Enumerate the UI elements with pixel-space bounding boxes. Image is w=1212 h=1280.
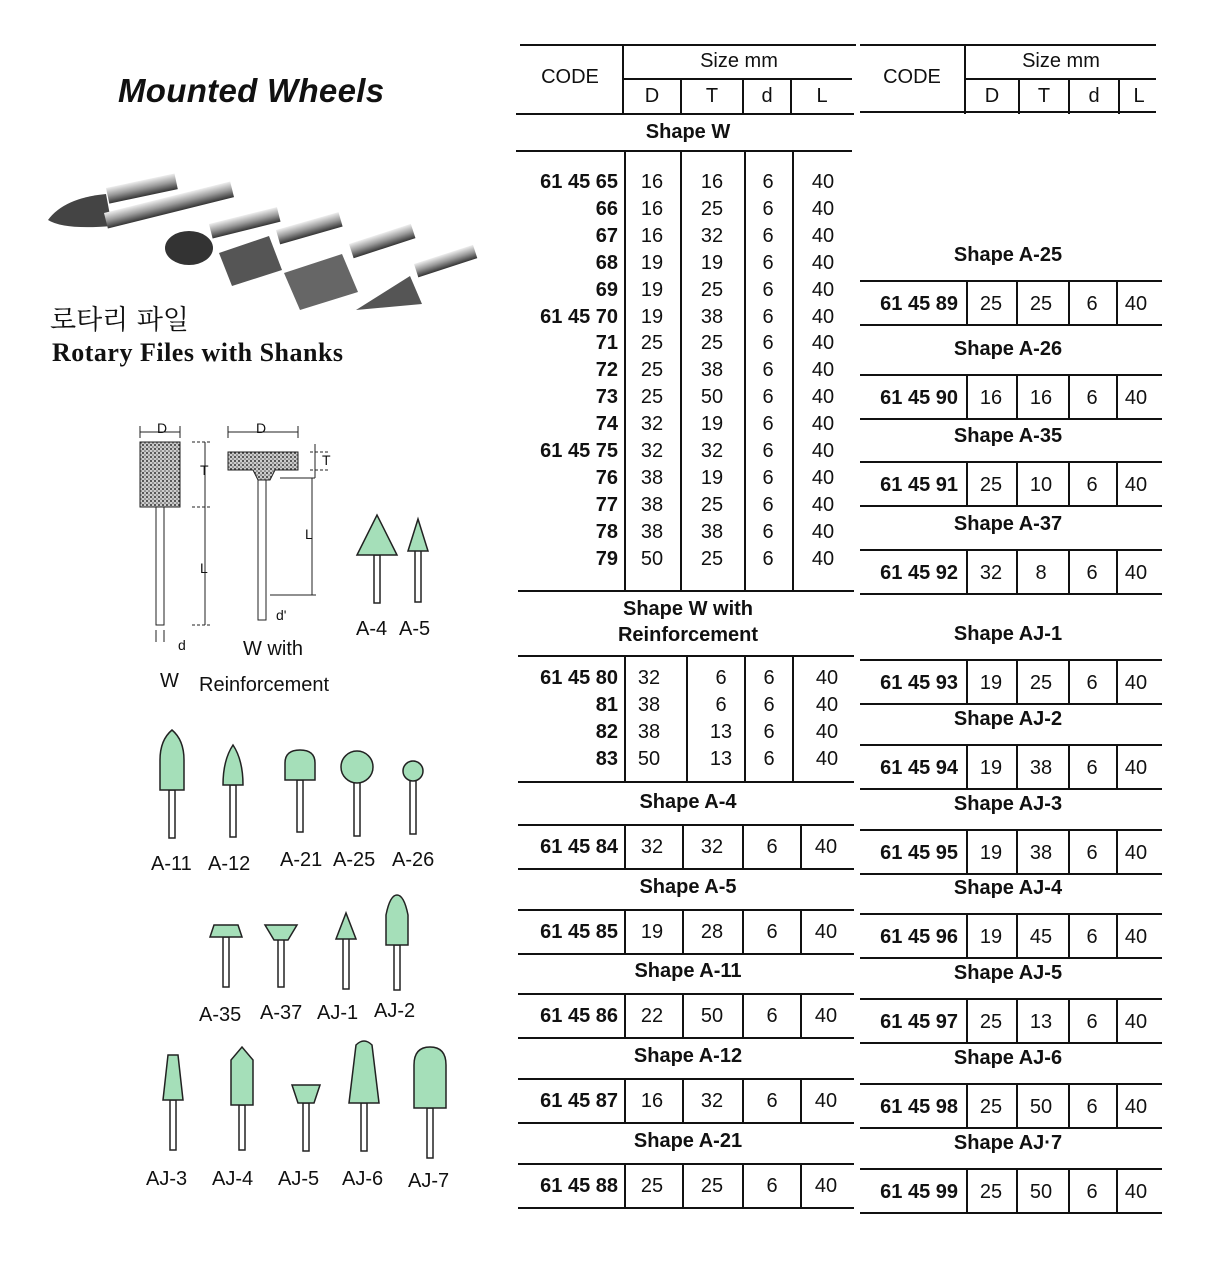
value-cell: 25 — [979, 1011, 1003, 1033]
value-cell: 40 — [814, 920, 838, 943]
value-cell: 6 — [763, 667, 775, 689]
code-cell: 61 45 97 — [880, 1011, 958, 1033]
shape-a4-icon — [357, 515, 397, 603]
value-cell: 25 — [979, 293, 1003, 315]
row-bottom-rule — [860, 1212, 1162, 1214]
row-top-rule — [518, 824, 854, 826]
code-cell: 71 — [595, 332, 618, 355]
value-cell: 50 — [637, 748, 661, 770]
right-col-small-d: d — [1088, 85, 1100, 107]
shape-title: Shape A-35 — [953, 425, 1063, 447]
left-shape-wr-title-1: Shape W with — [623, 598, 753, 620]
value-cell: 40 — [811, 359, 835, 382]
value-cell: 16 — [979, 387, 1003, 409]
shape-a5-icon — [408, 519, 428, 602]
value-cell: 6 — [1086, 387, 1098, 409]
left-col-small-d: d — [761, 85, 773, 107]
value-cell: 40 — [811, 520, 835, 543]
subtitle: Rotary Files with Shanks — [52, 338, 344, 367]
code-cell: 61 45 87 — [540, 1090, 618, 1113]
shape-a12-icon — [223, 745, 243, 837]
value-cell: 25 — [979, 474, 1003, 496]
value-cell: 38 — [637, 694, 661, 716]
value-cell: 38 — [1029, 842, 1053, 864]
shape-aj4-icon — [231, 1047, 253, 1150]
value-cell: 38 — [700, 520, 724, 543]
shape-label-aj6: AJ-6 — [342, 1168, 384, 1190]
value-cell: 32 — [700, 836, 724, 858]
row-bottom-rule — [860, 505, 1162, 507]
value-cell: 6 — [1086, 926, 1098, 948]
value-cell: 40 — [811, 197, 835, 220]
shape-a21-icon — [285, 750, 315, 832]
value-cell: 40 — [1124, 672, 1148, 694]
row-bottom-rule — [860, 1042, 1162, 1044]
rotary-file-6 — [356, 245, 477, 310]
row-bottom-rule — [860, 788, 1162, 790]
value-cell: 6 — [1086, 1096, 1098, 1118]
page-title: Mounted Wheels — [118, 72, 385, 109]
value-cell: 6 — [766, 1090, 778, 1113]
code-cell: 61 45 96 — [880, 926, 958, 948]
row-bottom-rule — [860, 1127, 1162, 1129]
code-cell: 61 45 95 — [880, 842, 958, 864]
shape-title: Shape A-5 — [639, 875, 737, 898]
shape-title: Shape A-12 — [633, 1045, 743, 1068]
code-cell: 61 45 86 — [540, 1005, 618, 1028]
value-cell: 40 — [811, 171, 835, 193]
shape-aj5-icon — [292, 1085, 320, 1151]
value-cell: 28 — [700, 920, 724, 943]
code-cell: 82 — [595, 721, 618, 743]
code-cell: 74 — [595, 413, 618, 436]
code-cell: 61 45 89 — [880, 293, 958, 315]
right-col-d: D — [984, 85, 1000, 107]
code-cell: 79 — [595, 547, 618, 570]
value-cell: 40 — [814, 1090, 838, 1113]
value-cell: 6 — [762, 332, 774, 355]
value-cell: 6 — [715, 694, 727, 716]
shape-label-aj4: AJ-4 — [212, 1168, 254, 1190]
left-col-t: T — [705, 85, 719, 107]
value-cell: 40 — [1124, 1011, 1148, 1033]
value-cell: 6 — [766, 1174, 778, 1197]
shape-label-aj1: AJ-1 — [317, 1002, 359, 1024]
shape-label-aj7: AJ-7 — [408, 1170, 450, 1192]
value-cell: 16 — [640, 1090, 664, 1113]
shape-title: Shape A-4 — [639, 791, 737, 813]
right-col-l: L — [1133, 85, 1145, 107]
code-cell: 61 45 65 — [540, 171, 618, 193]
value-cell: 19 — [640, 278, 664, 301]
wr-t-label: T — [322, 452, 331, 468]
shape-a35-icon — [210, 925, 242, 987]
value-cell: 40 — [811, 386, 835, 409]
value-cell: 22 — [640, 1005, 664, 1028]
value-cell: 40 — [814, 1174, 838, 1197]
code-cell: 61 45 90 — [880, 387, 958, 409]
value-cell: 6 — [762, 413, 774, 436]
value-cell: 40 — [815, 694, 839, 716]
value-cell: 40 — [811, 305, 835, 328]
value-cell: 38 — [700, 305, 724, 328]
code-cell: 61 45 84 — [540, 836, 618, 858]
right-col-t: T — [1037, 85, 1051, 107]
right-code-header: CODE — [883, 66, 941, 88]
value-cell: 50 — [700, 1005, 724, 1028]
value-cell: 25 — [979, 1181, 1003, 1203]
value-cell: 40 — [811, 332, 835, 355]
value-cell: 19 — [640, 305, 664, 328]
value-cell: 16 — [640, 224, 664, 247]
code-cell: 61 45 99 — [880, 1181, 958, 1203]
value-cell: 19 — [640, 251, 664, 274]
shape-label-a37: A-37 — [260, 1002, 303, 1024]
w-small-d-label: d — [178, 637, 186, 653]
value-cell: 32 — [700, 1090, 724, 1113]
row-bottom-rule — [860, 957, 1162, 959]
code-cell: 61 45 92 — [880, 562, 958, 584]
value-cell: 25 — [700, 1174, 724, 1197]
value-cell: 6 — [762, 224, 774, 247]
korean-title: 로타리 파일 — [50, 305, 189, 336]
shape-label-a4: A-4 — [356, 618, 388, 640]
value-cell: 6 — [1086, 562, 1098, 584]
value-cell: 19 — [979, 672, 1003, 694]
shape-title: Shape AJ-4 — [953, 877, 1063, 899]
row-bottom-rule — [860, 418, 1162, 420]
value-cell: 6 — [766, 920, 778, 943]
shape-title: Shape A-21 — [633, 1129, 743, 1152]
value-cell: 40 — [814, 1005, 838, 1028]
value-cell: 32 — [979, 562, 1003, 584]
value-cell: 6 — [1086, 293, 1098, 315]
value-cell: 38 — [637, 721, 661, 743]
shape-aj7-icon — [414, 1047, 446, 1158]
value-cell: 32 — [640, 440, 664, 462]
value-cell: 19 — [700, 251, 724, 274]
value-cell: 6 — [762, 171, 774, 193]
value-cell: 45 — [1029, 926, 1053, 948]
wr-caption-line1: W with — [243, 638, 303, 660]
value-cell: 6 — [763, 748, 775, 770]
value-cell: 6 — [762, 466, 774, 489]
value-cell: 6 — [762, 359, 774, 382]
value-cell: 25 — [700, 197, 724, 220]
code-cell: 61 45 80 — [540, 667, 618, 689]
w-d-label: D — [157, 420, 168, 436]
value-cell: 19 — [979, 926, 1003, 948]
value-cell: 6 — [762, 386, 774, 409]
shape-title: Shape AJ-5 — [953, 962, 1063, 984]
left-col-d: D — [644, 85, 660, 107]
shape-label-a12: A-12 — [208, 853, 251, 875]
value-cell: 25 — [640, 1174, 664, 1197]
value-cell: 19 — [979, 842, 1003, 864]
value-cell: 40 — [811, 224, 835, 247]
value-cell: 40 — [1124, 474, 1148, 496]
value-cell: 13 — [1029, 1011, 1053, 1033]
row-top-rule — [518, 1078, 854, 1080]
code-cell: 61 45 91 — [880, 474, 958, 496]
value-cell: 40 — [1124, 387, 1148, 409]
left-size-header: Size mm — [700, 50, 778, 72]
shape-title: Shape A-25 — [953, 244, 1063, 266]
shape-title: Shape AJ-1 — [953, 623, 1063, 645]
shape-a11-icon — [160, 730, 184, 838]
value-cell: 13 — [709, 721, 733, 743]
shape-aj6-icon — [349, 1041, 379, 1151]
value-cell: 6 — [1086, 757, 1098, 779]
left-shape-wr-title-2: Reinforcement — [617, 624, 759, 646]
value-cell: 25 — [700, 547, 724, 570]
value-cell: 38 — [640, 466, 664, 489]
shape-title: Shape AJ-3 — [953, 793, 1063, 815]
value-cell: 19 — [700, 413, 724, 436]
shape-label-aj5: AJ-5 — [278, 1168, 320, 1190]
row-top-rule — [518, 1163, 854, 1165]
code-cell: 61 45 98 — [880, 1096, 958, 1118]
shape-label-a25: A-25 — [333, 849, 376, 871]
row-top-rule — [518, 993, 854, 995]
shape-label-aj3: AJ-3 — [146, 1168, 188, 1190]
value-cell: 6 — [763, 694, 775, 716]
value-cell: 6 — [762, 520, 774, 543]
value-cell: 6 — [763, 721, 775, 743]
row-top-rule — [518, 909, 854, 911]
value-cell: 38 — [1029, 757, 1053, 779]
row-bottom-rule — [518, 868, 854, 870]
code-cell: 61 45 75 — [540, 440, 618, 462]
value-cell: 38 — [640, 520, 664, 543]
left-shape-w-title: Shape W — [645, 121, 731, 143]
value-cell: 50 — [1029, 1096, 1053, 1118]
shape-label-a26: A-26 — [392, 849, 435, 871]
value-cell: 32 — [640, 836, 664, 858]
code-cell: 81 — [595, 694, 618, 716]
shape-aj3-icon — [163, 1055, 183, 1150]
wr-caption-line2: Reinforcement — [199, 674, 330, 696]
row-bottom-rule — [860, 324, 1162, 326]
value-cell: 6 — [1086, 1181, 1098, 1203]
value-cell: 40 — [811, 547, 835, 570]
value-cell: 13 — [709, 748, 733, 770]
value-cell: 40 — [1124, 757, 1148, 779]
value-cell: 6 — [1086, 474, 1098, 496]
row-bottom-rule — [860, 703, 1162, 705]
value-cell: 40 — [815, 667, 839, 689]
code-cell: 78 — [595, 520, 618, 543]
w-l-label: L — [200, 560, 208, 576]
value-cell: 6 — [1086, 672, 1098, 694]
value-cell: 25 — [1029, 293, 1053, 315]
value-cell: 40 — [811, 278, 835, 301]
value-cell: 40 — [1124, 293, 1148, 315]
shape-label-a21: A-21 — [280, 849, 323, 871]
code-cell: 61 45 93 — [880, 672, 958, 694]
value-cell: 40 — [1124, 1181, 1148, 1203]
value-cell: 25 — [640, 332, 664, 355]
value-cell: 6 — [1086, 842, 1098, 864]
shape-title: Shape A-11 — [634, 960, 742, 983]
shape-label-a5: A-5 — [399, 618, 431, 640]
value-cell: 32 — [700, 224, 724, 247]
value-cell: 40 — [811, 440, 835, 462]
shape-a26-icon — [403, 761, 423, 834]
code-cell: 61 45 88 — [540, 1174, 618, 1197]
shape-label-a35: A-35 — [199, 1004, 242, 1026]
value-cell: 6 — [762, 547, 774, 570]
left-code-header: CODE — [541, 66, 599, 88]
value-cell: 40 — [811, 413, 835, 436]
code-cell: 69 — [595, 278, 618, 301]
value-cell: 32 — [640, 413, 664, 436]
value-cell: 50 — [1029, 1181, 1053, 1203]
value-cell: 16 — [700, 171, 724, 193]
shape-title: Shape A-37 — [953, 513, 1063, 535]
code-cell: 61 45 85 — [540, 920, 618, 943]
value-cell: 6 — [762, 251, 774, 274]
value-cell: 16 — [1029, 387, 1053, 409]
value-cell: 50 — [640, 547, 664, 570]
code-cell: 61 45 70 — [540, 305, 618, 328]
value-cell: 25 — [700, 493, 724, 516]
value-cell: 25 — [979, 1096, 1003, 1118]
value-cell: 40 — [1124, 842, 1148, 864]
value-cell: 10 — [1029, 474, 1053, 496]
shape-a37-icon — [265, 925, 297, 987]
row-bottom-rule — [518, 953, 854, 955]
rotary-files-illustration — [44, 168, 484, 318]
row-bottom-rule — [518, 1037, 854, 1039]
shape-title: Shape AJ·7 — [953, 1132, 1063, 1154]
row-bottom-rule — [860, 593, 1162, 595]
wr-l-label: L — [305, 526, 313, 542]
value-cell: 25 — [700, 332, 724, 355]
value-cell: 6 — [762, 278, 774, 301]
value-cell: 6 — [762, 440, 774, 462]
value-cell: 16 — [640, 197, 664, 220]
value-cell: 25 — [640, 386, 664, 409]
value-cell: 40 — [814, 836, 838, 858]
w-caption: W — [160, 670, 179, 692]
value-cell: 19 — [700, 466, 724, 489]
value-cell: 38 — [640, 493, 664, 516]
row-bottom-rule — [860, 873, 1162, 875]
row-bottom-rule — [518, 1207, 854, 1209]
value-cell: 19 — [640, 920, 664, 943]
wr-d-label: D — [256, 420, 267, 436]
value-cell: 38 — [700, 359, 724, 382]
code-cell: 67 — [595, 224, 618, 247]
shape-aj2-icon — [386, 895, 408, 990]
code-cell: 77 — [595, 493, 618, 516]
shape-title: Shape A-26 — [953, 338, 1063, 360]
value-cell: 6 — [762, 493, 774, 516]
value-cell: 40 — [1124, 926, 1148, 948]
right-size-header: Size mm — [1022, 50, 1100, 72]
shape-title: Shape AJ-2 — [953, 708, 1063, 730]
shape-label-aj2: AJ-2 — [374, 1000, 416, 1022]
value-cell: 6 — [766, 1005, 778, 1028]
code-cell: 76 — [595, 466, 618, 489]
value-cell: 19 — [979, 757, 1003, 779]
value-cell: 25 — [640, 359, 664, 382]
value-cell: 40 — [811, 466, 835, 489]
value-cell: 25 — [1029, 672, 1053, 694]
value-cell: 40 — [815, 748, 839, 770]
value-cell: 6 — [762, 197, 774, 220]
row-bottom-rule — [518, 1122, 854, 1124]
value-cell: 50 — [700, 386, 724, 409]
w-t-label: T — [200, 462, 209, 478]
left-col-l: L — [816, 85, 828, 107]
value-cell: 25 — [700, 278, 724, 301]
value-cell: 6 — [1086, 1011, 1098, 1033]
value-cell: 40 — [1124, 562, 1148, 584]
wr-small-d-label: d' — [276, 607, 287, 623]
code-cell: 61 45 94 — [880, 757, 958, 779]
code-cell: 73 — [595, 386, 618, 409]
value-cell: 6 — [766, 836, 778, 858]
value-cell: 40 — [811, 493, 835, 516]
value-cell: 32 — [700, 440, 724, 462]
value-cell: 40 — [1124, 1096, 1148, 1118]
value-cell: 16 — [640, 171, 664, 193]
value-cell: 40 — [815, 721, 839, 743]
value-cell: 40 — [811, 251, 835, 274]
shape-label-a11: A-11 — [151, 853, 192, 875]
value-cell: 6 — [715, 667, 727, 689]
code-cell: 68 — [595, 251, 618, 274]
value-cell: 6 — [762, 305, 774, 328]
shape-aj1-icon — [336, 913, 356, 989]
code-cell: 66 — [595, 197, 618, 220]
value-cell: 32 — [637, 667, 661, 689]
shape-title: Shape AJ-6 — [953, 1047, 1063, 1069]
value-cell: 8 — [1035, 562, 1047, 584]
code-cell: 83 — [595, 748, 618, 770]
code-cell: 72 — [595, 359, 618, 382]
shape-a25-icon — [341, 751, 373, 836]
